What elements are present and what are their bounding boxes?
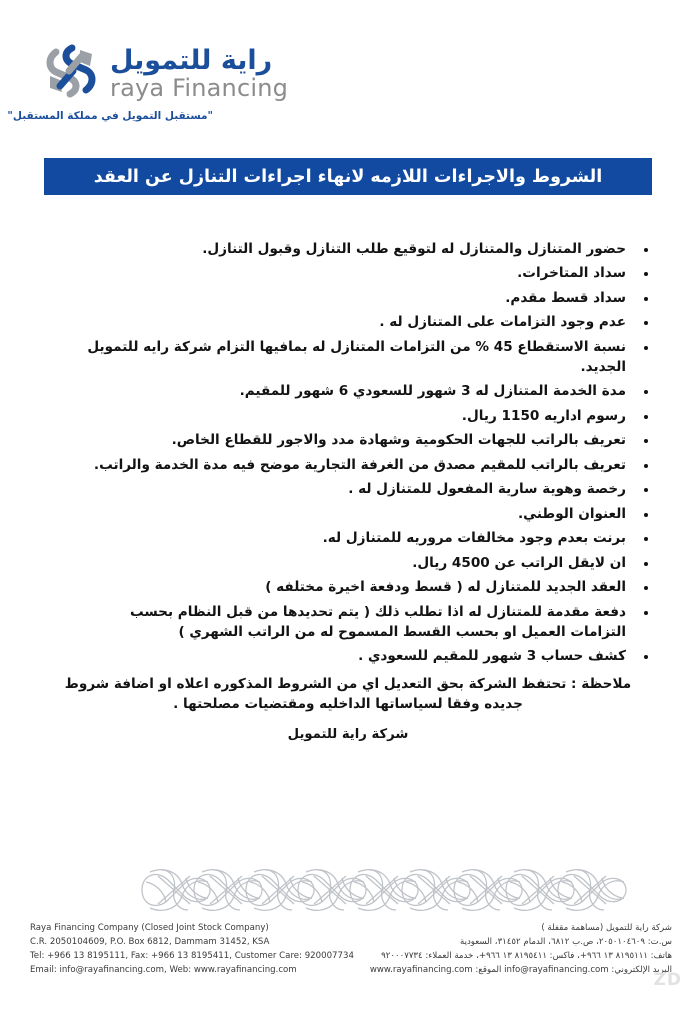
footer-ar-web-label: الموقع:: [475, 964, 502, 975]
footer-ar-email-value: info@rayafinancing.com: [504, 964, 609, 975]
footer-ar-web-value: www.rayafinancing.com: [369, 964, 473, 975]
watermark: ZD: [653, 970, 682, 990]
disclaimer-note: ملاحظة : تحتفظ الشركة بحق التعديل اي من الشروط المذكوره اعلاه او اضافة شروط جديده وفقا لسياساتها الداخليه ومقتضيات مصلحتها .: [64, 675, 632, 713]
footer-ar-email-web: [367, 964, 672, 978]
list-item: برنت بعدم وجود مخالفات مروريه للمتنازل له.: [44, 529, 652, 549]
list-item: العنوان الوطني.: [44, 505, 652, 525]
terms-list: [44, 240, 652, 667]
list-item: سداد قسط مقدم.: [44, 289, 652, 309]
interlaced-knot-border-icon: [0, 862, 700, 918]
list-item: عدم وجود التزامات على المتنازل له .: [44, 313, 652, 333]
footer-ar-email-label: البريد الإلكتروني:: [611, 964, 672, 975]
footer-en-email-web: Email: info@rayafinancing.com, Web: www.rayafinancing.com: [30, 964, 297, 975]
footer-en-company: Raya Financing Company (Closed Joint Stock Company): [30, 923, 269, 933]
title-banner: [44, 158, 652, 195]
company-signature: شركة راية للتمويل: [287, 726, 409, 742]
list-item: حضور المتنازل والمتنازل له لتوقيع طلب التنازل وقبول التنازل.: [44, 240, 652, 260]
list-item: سداد المتاخرات.: [44, 264, 652, 284]
document-header: [0, 38, 700, 138]
footer-arabic-block: [367, 922, 672, 978]
footer-ar-registration: س.ت: ٢٠٥٠١٠٤٦٠٩، ص.ب ٦٨١٢، الدمام ٣١٤٥٢، السعودية: [459, 936, 672, 947]
raya-knot-logo-icon: [40, 42, 102, 100]
list-item: نسبة الاستقطاع 45 % من التزامات المتنازل له بمافيها التزام شركة رايه للتمويل الجديد.: [44, 338, 652, 378]
logo-tagline: "مستقبل التمويل في مملكة المستقبل": [7, 110, 213, 122]
list-item: كشف حساب 3 شهور للمقيم للسعودي .: [44, 647, 652, 667]
footer-ar-company: شركة راية للتمويل (مساهمة مقفلة ): [541, 923, 672, 933]
list-item: دفعة مقدمة للمتنازل له اذا تطلب ذلك ( يتم تحديدها من قبل النظام بحسب التزامات العميل او بحسب القسط المسموح له من الراتب الشهري ): [44, 603, 652, 643]
list-item: تعريف بالراتب للمقيم مصدق من الغرفة التجارية موضح فيه مدة الخدمة والراتب.: [44, 456, 652, 476]
company-logo: [7, 38, 305, 138]
logo-name-arabic: راية للتمويل: [110, 44, 273, 76]
footer-ar-phone: هاتف: ٨١٩٥١١١ ١٣ ٩٦٦+، فاكس: ٨١٩٥٤١١ ١٣ ٩٦٦+، خدمة العملاء: ٩٢٠٠٠٧٧٣٤: [381, 950, 672, 961]
list-item: العقد الجديد للمتنازل له ( قسط ودفعة اخيرة مختلفه ): [44, 578, 652, 598]
list-item: رخصة وهوية سارية المفعول للمتنازل له .: [44, 480, 652, 500]
list-item: مدة الخدمة المتنازل له 3 شهور للسعودي 6 شهور للمقيم.: [44, 382, 652, 402]
footer-en-phone: Tel: +966 13 8195111, Fax: +966 13 8195411, Customer Care: 920007734: [30, 950, 354, 961]
footer-en-registration: C.R. 2050104609, P.O. Box 6812, Dammam 31452, KSA: [30, 936, 270, 947]
document-footer: [0, 916, 700, 996]
footer-english-block: [30, 922, 370, 978]
list-item: تعريف بالراتب للجهات الحكومية وشهادة مدد والاجور للقطاع الخاص.: [44, 431, 652, 451]
terms-section: [44, 240, 652, 742]
list-item: ان لايقل الراتب عن 4500 ريال.: [44, 554, 652, 574]
list-item: رسوم اداريه 1150 ريال.: [44, 407, 652, 427]
page-title: الشروط والاجراءات اللازمه لانهاء اجراءات التنازل عن العقد: [93, 166, 603, 187]
logo-name-english: raya Financing: [110, 73, 289, 102]
